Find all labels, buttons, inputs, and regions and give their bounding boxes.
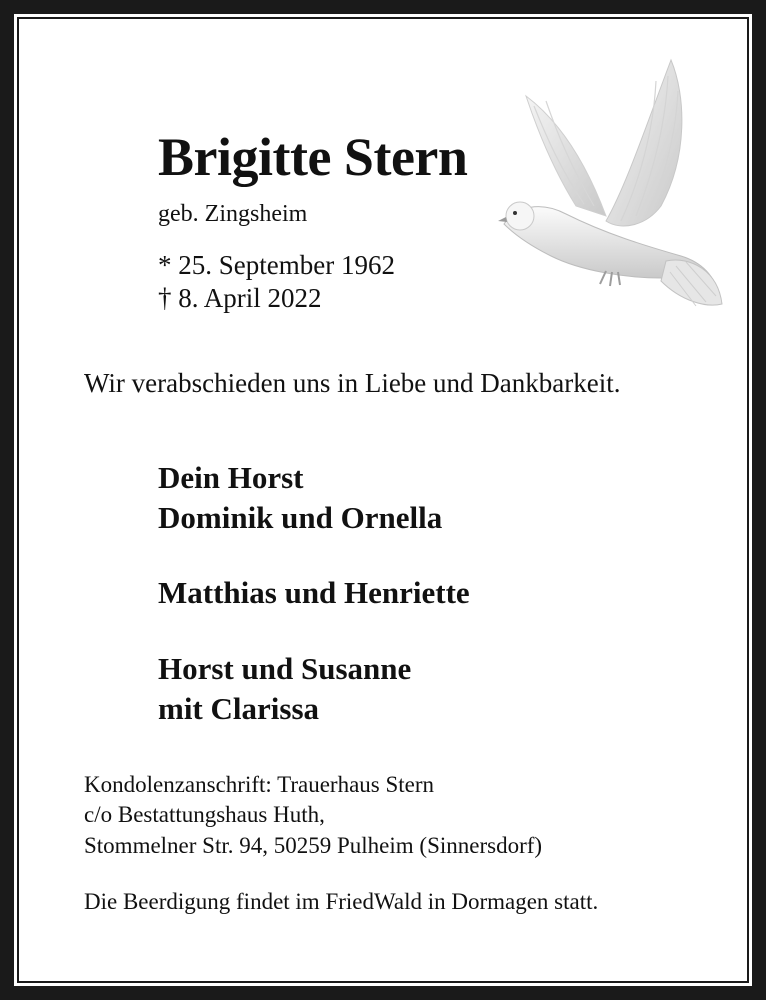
condolence-address-line: c/o Bestattungshaus Huth, bbox=[84, 802, 325, 827]
mourner-line: Dominik und Ornella bbox=[158, 500, 443, 535]
condolence-address-line: Stommelner Str. 94, 50259 Pulheim (Sinnersdorf) bbox=[84, 833, 543, 858]
mourner-line: Horst und Susanne bbox=[158, 651, 412, 686]
dove-icon bbox=[496, 56, 726, 316]
maiden-name: geb. Zingsheim bbox=[158, 201, 308, 227]
mourner-line: mit Clarissa bbox=[158, 691, 320, 726]
farewell-text: Wir verabschieden uns in Liebe und Dankbarkeit. bbox=[84, 368, 621, 398]
deceased-name: Brigitte Stern bbox=[158, 127, 468, 187]
mourner-line: Matthias und Henriette bbox=[158, 575, 470, 610]
mourner-line: Dein Horst bbox=[158, 460, 304, 495]
death-date: † 8. April 2022 bbox=[158, 283, 322, 313]
condolence-address-line: Kondolenzanschrift: Trauerhaus Stern bbox=[84, 772, 435, 797]
funeral-info: Die Beerdigung findet im FriedWald in Dormagen statt. bbox=[84, 889, 599, 914]
birth-date: * 25. September 1962 bbox=[158, 250, 395, 280]
